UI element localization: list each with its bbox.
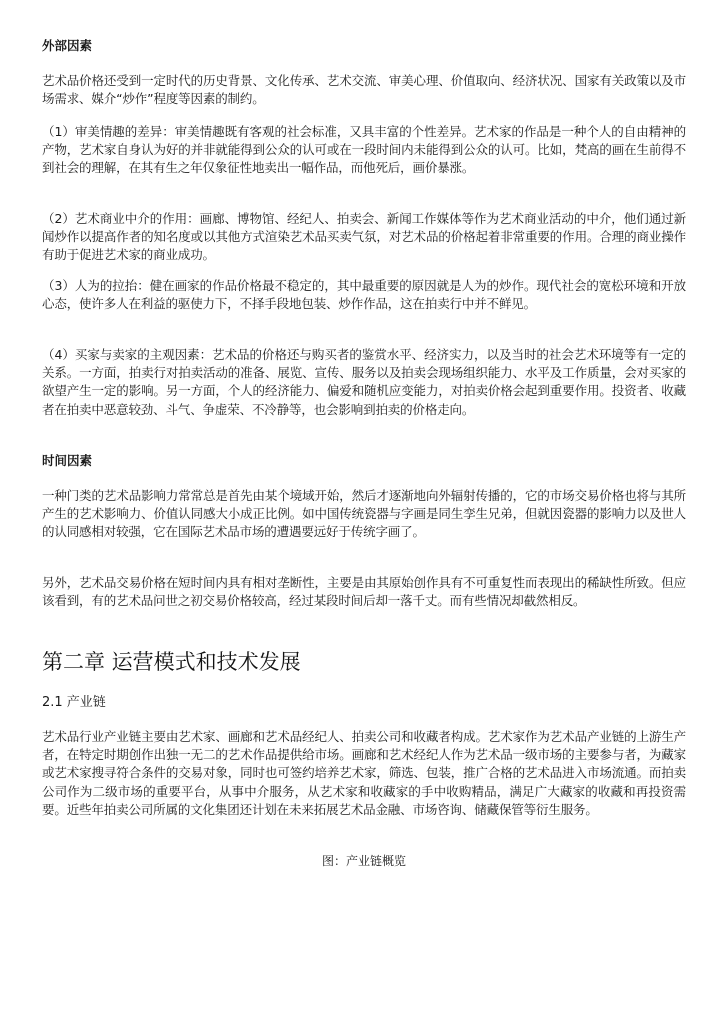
- paragraph-buyer-seller: （4）买家与卖家的主观因素：艺术品的价格还与购买者的鉴赏水平、经济实力，以及当时的社会艺术环境等有一定的关系。一方面，拍卖行对拍卖活动的准备、展览、宣传、服务以及拍卖会现场组织能力、水平及工作质量，会对买家的欲望产生一定的影响。另一方面，个人的经济能力、偏爱和随机应变能力，对拍卖价格会起到重要作用。投资者、收藏者在拍卖中恶意较劲、斗气、争虚荣、不冷静等，也会影响到拍卖的价格走向。: [42, 347, 686, 417]
- paragraph-industry-chain: 艺术品行业产业链主要由艺术家、画廊和艺术品经纪人、拍卖公司和收藏者构成。艺术家作为艺术品产业链的上游生产者，在特定时期创作出独一无二的艺术作品提供给市场。画廊和艺术经纪人作为艺术品一级市场的主要参与者，为藏家或艺术家搜寻符合条件的交易对象，同时也可签约培养艺术家，筛选、包装，推广合格的艺术品进入市场流通。而拍卖公司作为二级市场的重要平台，从事中介服务，从艺术家和收藏家的手中收购精品，满足广大藏家的收藏和再投资需要。近些年拍卖公司所属的文化集团还计划在未来拓展艺术品金融、市场咨询、储藏保管等衍生服务。: [42, 729, 686, 817]
- paragraph-external-intro: 艺术品价格还受到一定时代的历史背景、文化传承、艺术交流、审美心理、价值取向、经济状况、国家有关政策以及市场需求、媒介“炒作”程度等因素的制约。: [42, 73, 686, 107]
- chapter-title: 第二章 运营模式和技术发展: [42, 650, 301, 674]
- heading-time-factors: 时间因素: [42, 453, 93, 468]
- heading-external-factors: 外部因素: [42, 38, 93, 53]
- paragraph-commercial-intermediary: （2）艺术商业中介的作用：画廊、博物馆、经纪人、拍卖会、新闻工作媒体等作为艺术商业活动的中介，他们通过新闻炒作以提高作者的知名度或以其他方式渲染艺术品买卖气氛，对艺术品的价格起着非常重要的作用。合理的商业操作有助于促进艺术家的商业成功。: [42, 211, 686, 263]
- paragraph-artificial-boost: （3）人为的拉抬：健在画家的作品价格最不稳定的，其中最重要的原因就是人为的炒作。现代社会的宽松环境和开放心态，使许多人在利益的驱使力下，不择手段地包装、炒作作品，这在拍卖行中并不鲜见。: [42, 278, 686, 312]
- figure-caption: 图：产业链概览: [321, 854, 406, 868]
- section-heading-industry-chain: 2.1 产业链: [42, 695, 106, 710]
- paragraph-time-influence: 一种门类的艺术品影响力常常总是首先由某个境域开始，然后才逐渐地向外辐射传播的，它的市场交易价格也将与其所产生的艺术影响力、价值认同感大小成正比例。如中国传统瓷器与字画是同生孪生兄弟，但就因瓷器的影响力以及世人的认同感相对较强，它在国际艺术品市场的遭遇要远好于传统字画了。: [42, 488, 686, 540]
- paragraph-time-monopoly: 另外，艺术品交易价格在短时间内具有相对垄断性，主要是由其原始创作具有不可重复性而表现出的稀缺性所致。但应该看到，有的艺术品问世之初交易价格较高，经过某段时间后却一落千丈。而有些情况却截然相反。: [42, 575, 686, 609]
- paragraph-aesthetic-difference: （1）审美情趣的差异：审美情趣既有客观的社会标准，又具丰富的个性差异。艺术家的作品是一种个人的自由精神的产物，艺术家自身认为好的并非就能得到公众的认可或在一段时间内未能得到公众的认可。比如，梵高的画在生前得不到社会的理解，在其有生之年仅象征性地卖出一幅作品，而他死后，画价暴涨。: [42, 124, 686, 176]
